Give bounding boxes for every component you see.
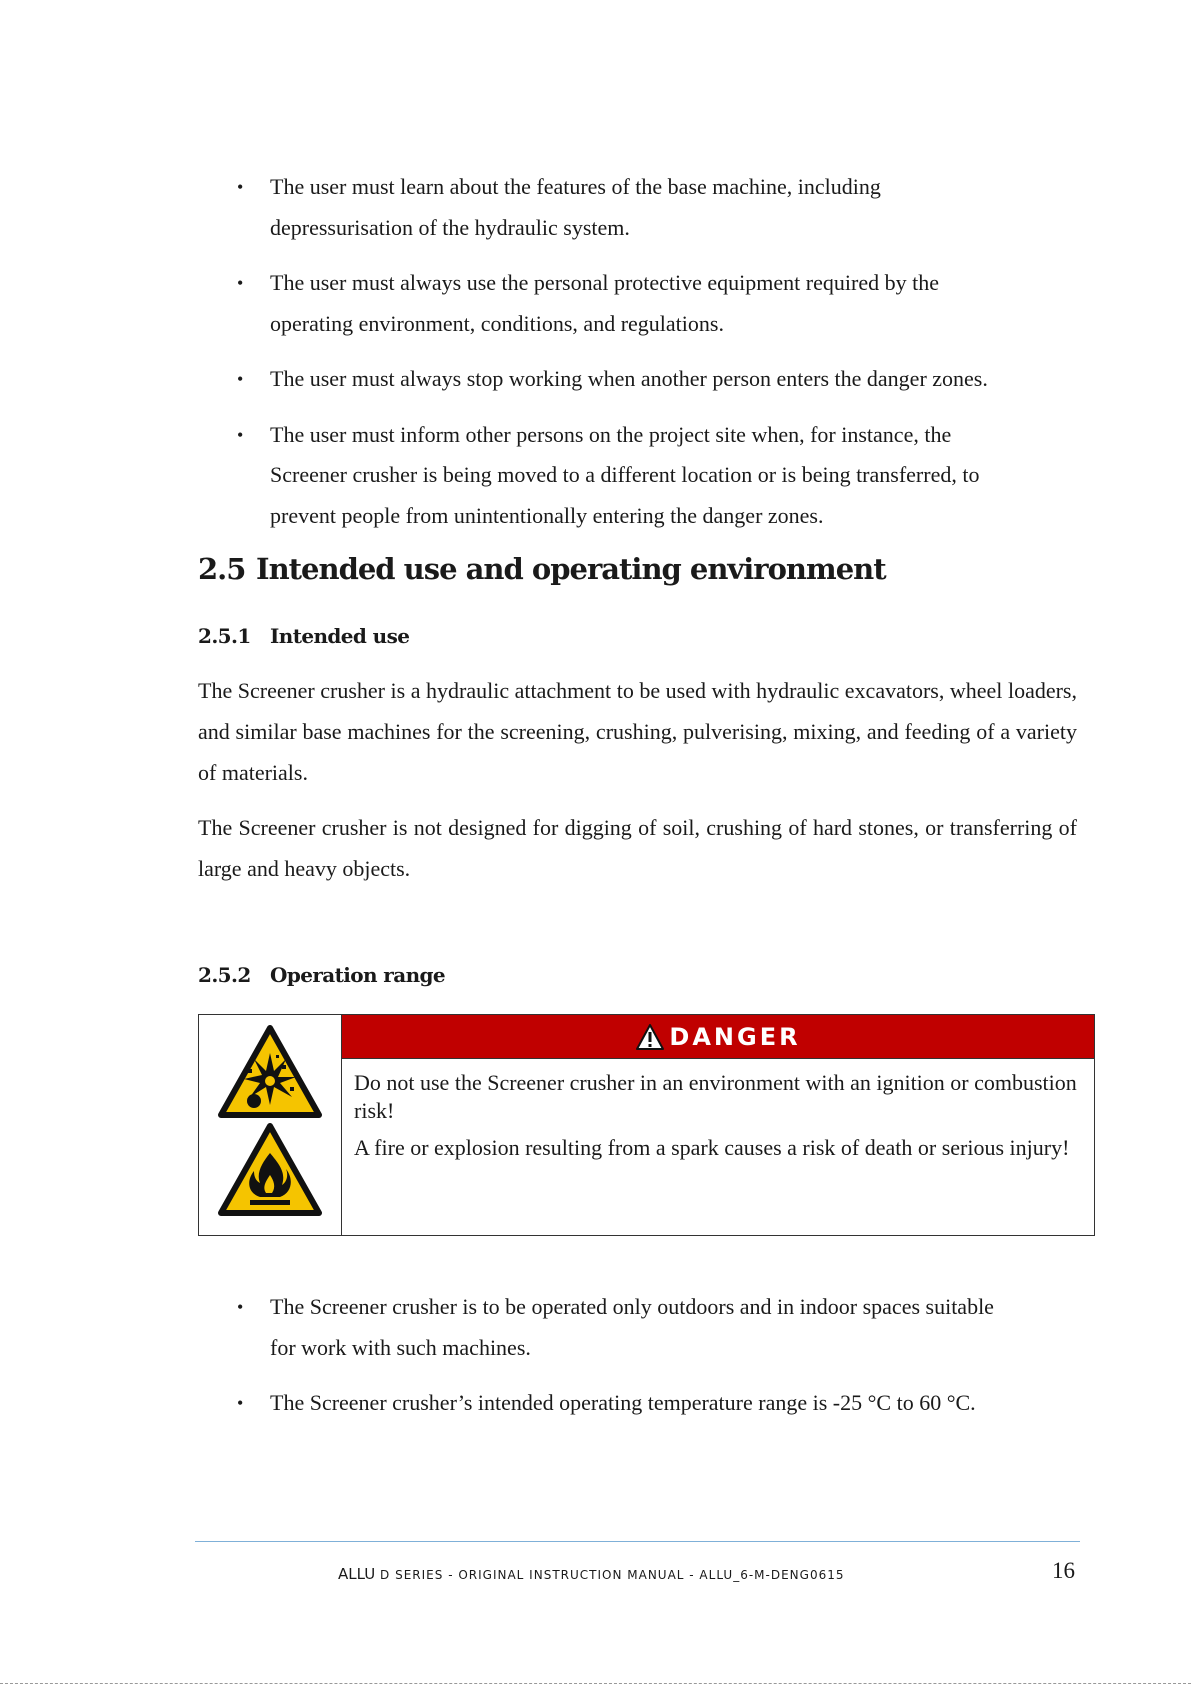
danger-header-bar <box>342 1015 1094 1059</box>
warning-triangle-icon <box>635 1023 665 1051</box>
bullet-text-line: The user must inform other persons on the project site when, for instance, the <box>270 421 952 447</box>
hazard-icons-column <box>199 1015 342 1235</box>
subsection-number: 2.5.2 <box>198 963 251 987</box>
bullet-text-line: The Screener crusher’s intended operating temperature range is -25 °C to 60 °C. <box>270 1390 976 1415</box>
list-item <box>0 1287 1191 1368</box>
bullet-marker: • <box>237 1297 244 1317</box>
bullet-marker: • <box>237 273 244 293</box>
bullet-text-line: The user must always stop working when another person enters the danger zones. <box>270 366 988 391</box>
bullet-marker: • <box>237 177 244 197</box>
footer-manual-title: D SERIES - ORIGINAL INSTRUCTION MANUAL - ALLU_6-M-DENG0615 <box>380 1568 845 1582</box>
danger-label: DANGER <box>669 1022 801 1051</box>
subsection-number: 2.5.1 <box>198 624 251 648</box>
page-bottom-border <box>0 1683 1191 1684</box>
section-number: 2.5 <box>198 552 246 586</box>
list-item <box>0 167 1191 248</box>
paragraph-intended-use: The Screener crusher is a hydraulic attachment to be used with hydraulic excavators, wheel loaders, and similar base machines for the screening, crushing, pulverising, mixing, and feeding of a variety of materials. <box>198 678 1077 785</box>
bullet-list-bottom <box>0 1287 1191 1439</box>
subsection-heading-operation-range <box>198 963 445 987</box>
list-item <box>0 263 1191 344</box>
subsection-title: Intended use <box>270 624 410 648</box>
bullet-marker: • <box>237 369 244 389</box>
bullet-list-top <box>0 167 1191 551</box>
danger-text-warning: Do not use the Screener crusher in an environment with an ignition or combustion risk! <box>354 1070 1077 1123</box>
section-heading <box>198 552 886 586</box>
explosive-hazard-icon <box>218 1025 322 1119</box>
flammable-hazard-icon <box>218 1123 322 1217</box>
bullet-text-line: depressurisation of the hydraulic system. <box>270 214 630 240</box>
danger-notice <box>198 1014 1095 1236</box>
bullet-text-line: for work with such machines. <box>270 1334 531 1360</box>
subsection-heading-intended-use <box>198 624 409 648</box>
bullet-marker: • <box>237 1393 244 1413</box>
footer-divider <box>195 1541 1080 1542</box>
bullet-text-line: The user must learn about the features of the base machine, including <box>270 174 881 199</box>
footer-text <box>338 1565 844 1583</box>
bullet-marker: • <box>237 424 244 445</box>
bullet-text-line: The user must always use the personal protective equipment required by the <box>270 270 939 295</box>
footer-brand: ALLU <box>338 1565 376 1583</box>
danger-text-consequence: A fire or explosion resulting from a spark causes a risk of death or serious injury! <box>354 1135 1070 1160</box>
list-item <box>0 415 1191 537</box>
bullet-text-line: The Screener crusher is to be operated only outdoors and in indoor spaces suitable <box>270 1294 994 1319</box>
page-number: 16 <box>1052 1558 1075 1583</box>
list-item <box>0 359 1191 400</box>
bullet-text-line: Screener crusher is being moved to a different location or is being transferred, to <box>270 462 980 487</box>
subsection-title: Operation range <box>270 963 446 987</box>
list-item <box>0 1383 1191 1424</box>
section-title: Intended use and operating environment <box>256 552 886 586</box>
bullet-text-line: operating environment, conditions, and regulations. <box>270 310 724 336</box>
bullet-text-line: prevent people from unintentionally entering the danger zones. <box>270 502 824 528</box>
paragraph-not-designed-for: The Screener crusher is not designed for digging of soil, crushing of hard stones, or transferring of large and heavy objects. <box>198 815 1077 881</box>
